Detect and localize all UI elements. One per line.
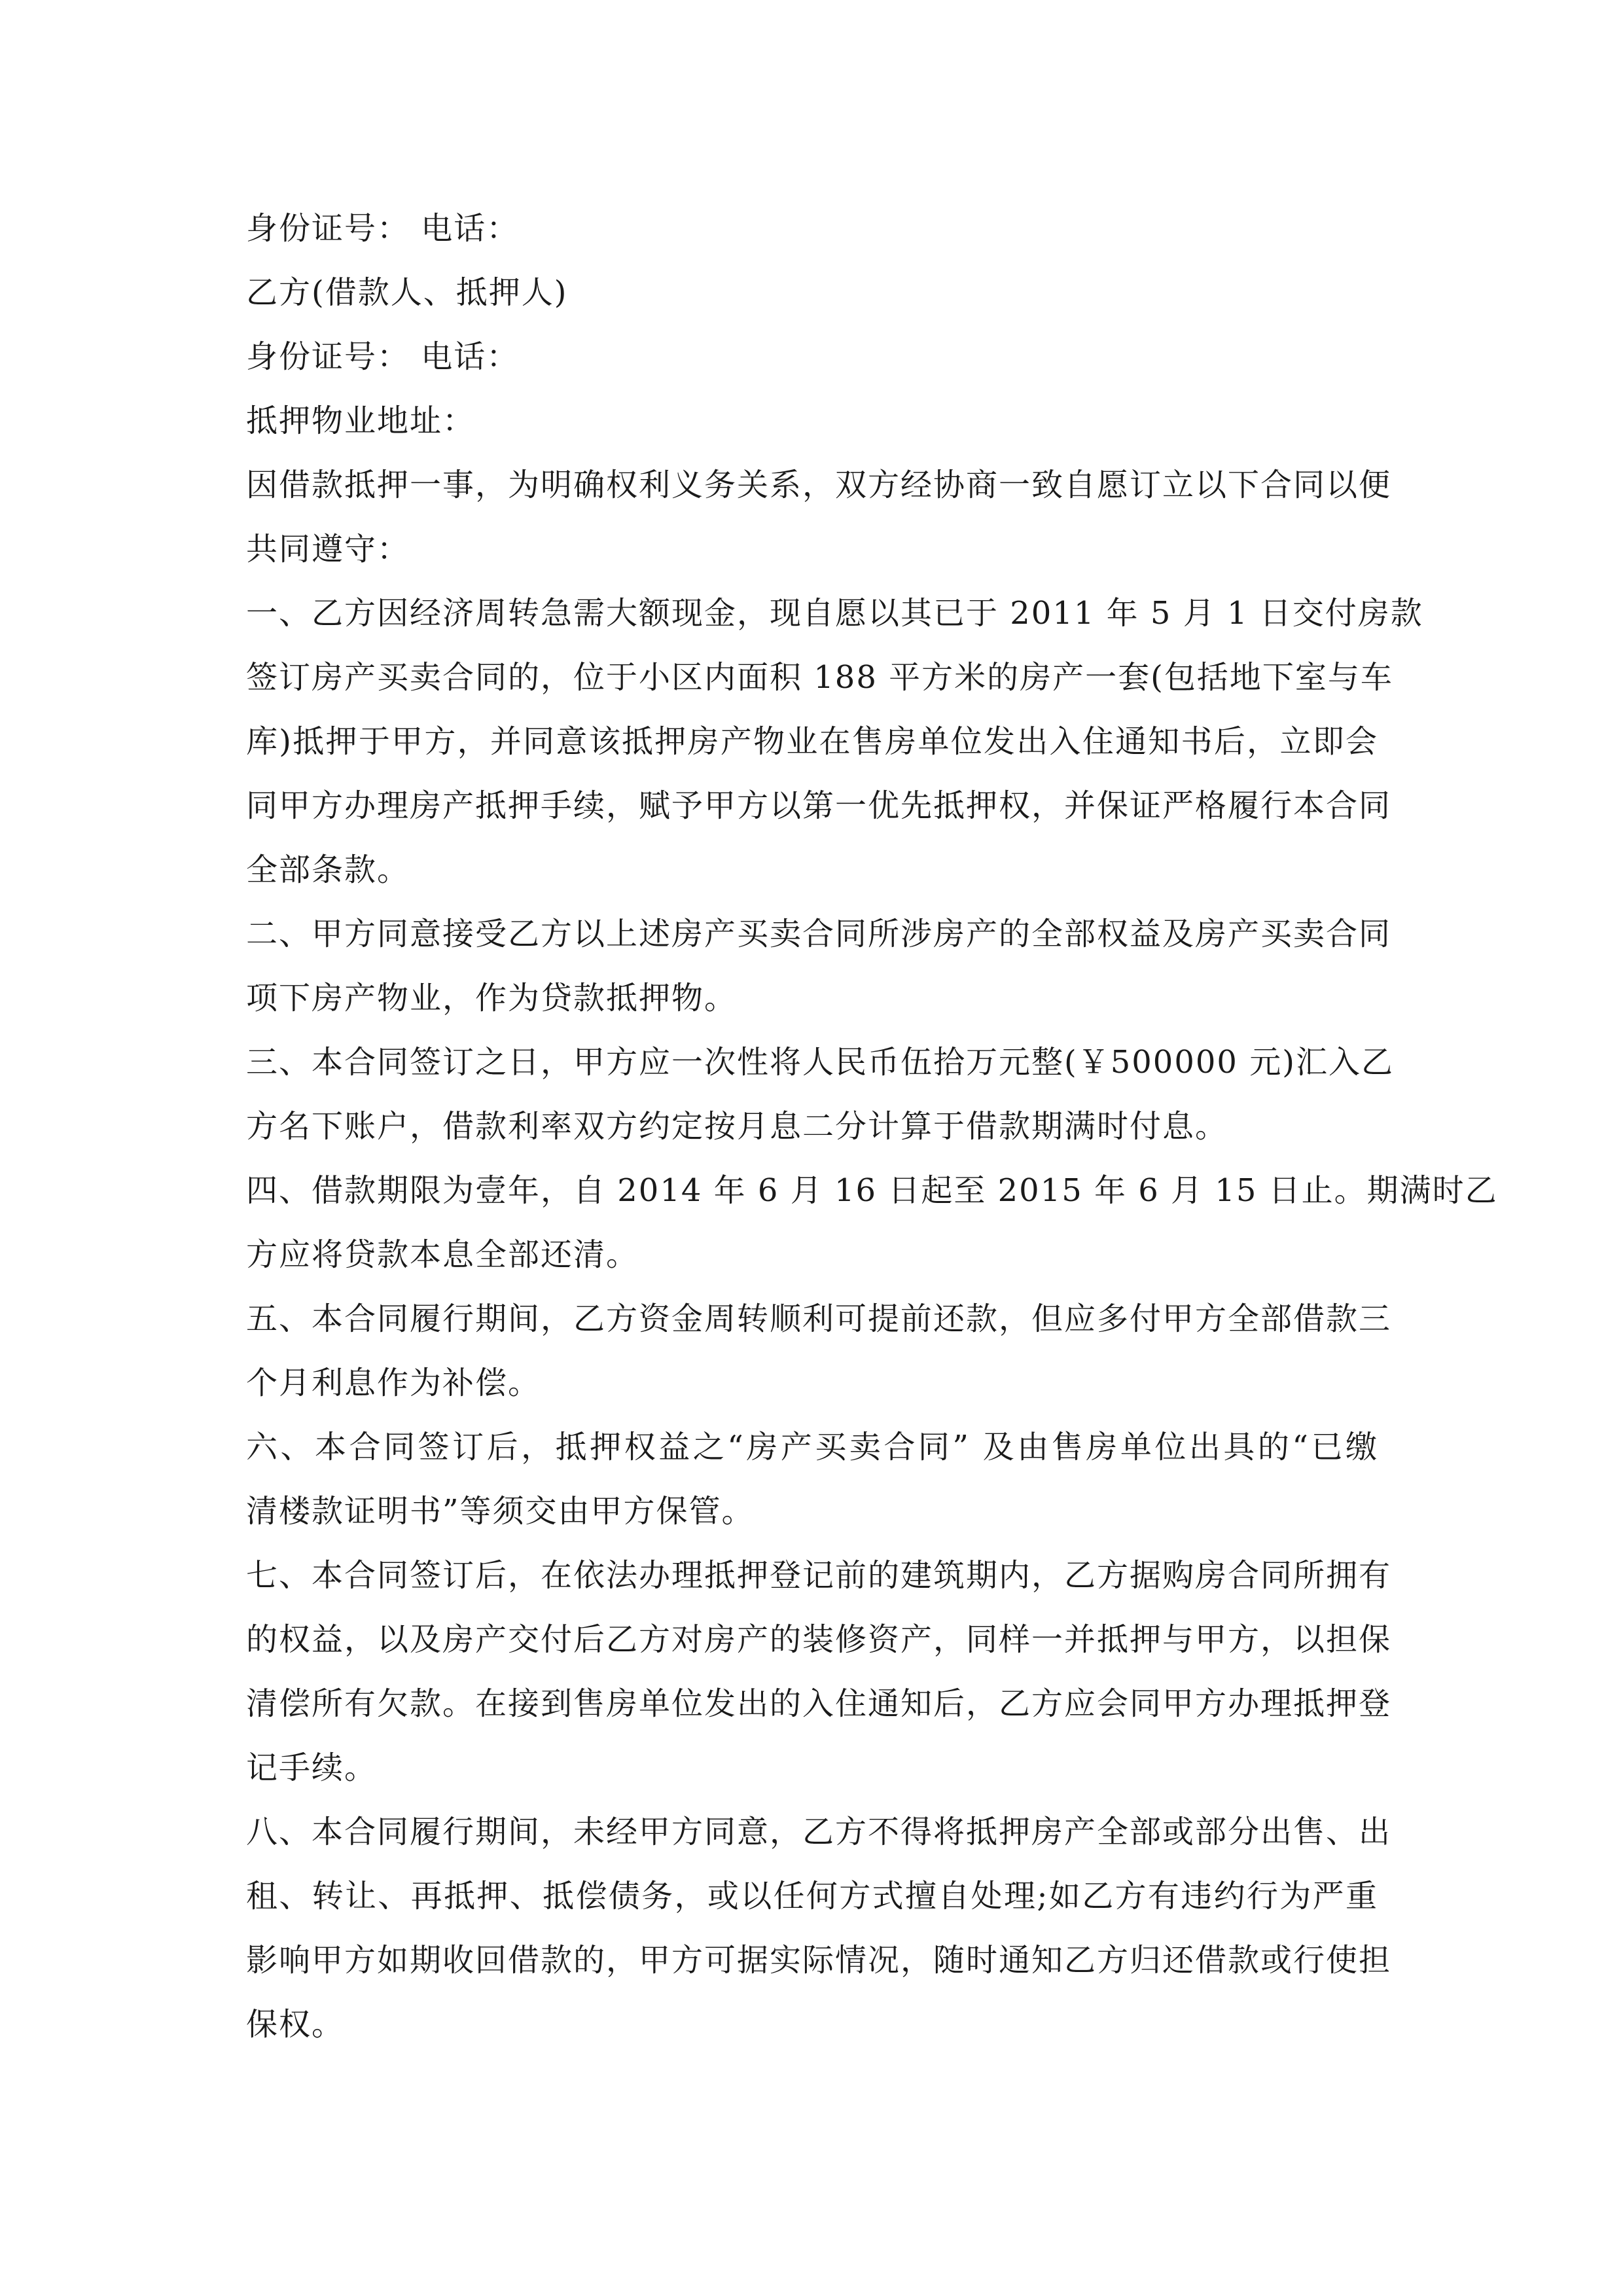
clause-6-paragraph	[246, 1415, 1378, 1543]
paragraph-line: 全部条款。	[246, 852, 410, 888]
paragraph-line: 因借款抵押一事，为明确权利义务关系，双方经协商一致自愿订立以下合同以便	[246, 467, 1392, 503]
clause-7-paragraph	[246, 1543, 1392, 1800]
paragraph-line: 清偿所有欠款。在接到售房单位发出的入住通知后，乙方应会同甲方办理抵押登	[246, 1685, 1392, 1722]
paragraph-line: 方名下账户，借款利率双方约定按月息二分计算于借款期满时付息。	[246, 1108, 1228, 1145]
paragraph-line: 保权。	[246, 2006, 345, 2043]
paragraph-line: 同甲方办理房产抵押手续，赋予甲方以第一优先抵押权，并保证严格履行本合同	[246, 787, 1392, 824]
paragraph-line: 库)抵押于甲方，并同意该抵押房产物业在售房单位发出入住通知书后，立即会	[246, 723, 1378, 760]
borrower-id-phone-line: 身份证号： 电话：	[246, 338, 520, 375]
clause-3-paragraph	[246, 1030, 1394, 1158]
lender-id-phone-line: 身份证号： 电话：	[246, 210, 520, 247]
paragraph-line: 记手续。	[246, 1749, 378, 1786]
document-body	[246, 196, 1498, 2056]
paragraph-line: 签订房产买卖合同的，位于小区内面积 188 平方米的房产一套(包括地下室与车	[246, 659, 1393, 696]
clause-1-paragraph	[246, 581, 1423, 902]
paragraph-line: 八、本合同履行期间，未经甲方同意，乙方不得将抵押房产全部或部分出售、出	[246, 1814, 1392, 1850]
borrower-party-line: 乙方(借款人、抵押人)	[246, 274, 568, 311]
paragraph-line: 租、转让、再抵押、抵偿债务，或以任何方式擅自处理;如乙方有违约行为严重	[246, 1878, 1378, 1914]
paragraph-line: 项下房产物业，作为贷款抵押物。	[246, 980, 738, 1016]
paragraph-line: 七、本合同签订后，在依法办理抵押登记前的建筑期内，乙方据购房合同所拥有	[246, 1557, 1392, 1594]
clause-5-paragraph	[246, 1287, 1392, 1415]
paragraph-line: 二、甲方同意接受乙方以上述房产买卖合同所涉房产的全部权益及房产买卖合同	[246, 916, 1392, 952]
paragraph-line: 个月利息作为补偿。	[246, 1365, 541, 1401]
paragraph-line: 六、本合同签订后，抵押权益之“房产买卖合同” 及由售房单位出具的“已缴	[246, 1429, 1378, 1465]
paragraph-line: 共同遵守：	[246, 531, 410, 567]
paragraph-line: 清楼款证明书”等须交由甲方保管。	[246, 1493, 755, 1530]
paragraph-line: 四、借款期限为壹年，自 2014 年 6 月 16 日起至 2015 年 6 月 15 日止。期满时乙	[246, 1172, 1498, 1209]
paragraph-line: 五、本合同履行期间，乙方资金周转顺利可提前还款，但应多付甲方全部借款三	[246, 1300, 1392, 1337]
clause-8-paragraph	[246, 1800, 1392, 2056]
preamble-paragraph	[246, 453, 1392, 581]
paragraph-line: 的权益，以及房产交付后乙方对房产的装修资产，同样一并抵押与甲方，以担保	[246, 1621, 1392, 1658]
paragraph-line: 一、乙方因经济周转急需大额现金，现自愿以其已于 2011 年 5 月 1 日交付房款	[246, 595, 1423, 632]
paragraph-line: 方应将贷款本息全部还清。	[246, 1236, 639, 1273]
mortgage-property-address-line: 抵押物业地址：	[246, 403, 476, 439]
paragraph-line: 三、本合同签订之日，甲方应一次性将人民币伍拾万元整(￥500000 元)汇入乙	[246, 1044, 1394, 1081]
paragraph-line: 影响甲方如期收回借款的，甲方可据实际情况，随时通知乙方归还借款或行使担	[246, 1942, 1392, 1979]
clause-4-paragraph	[246, 1158, 1498, 1287]
clause-2-paragraph	[246, 902, 1392, 1030]
